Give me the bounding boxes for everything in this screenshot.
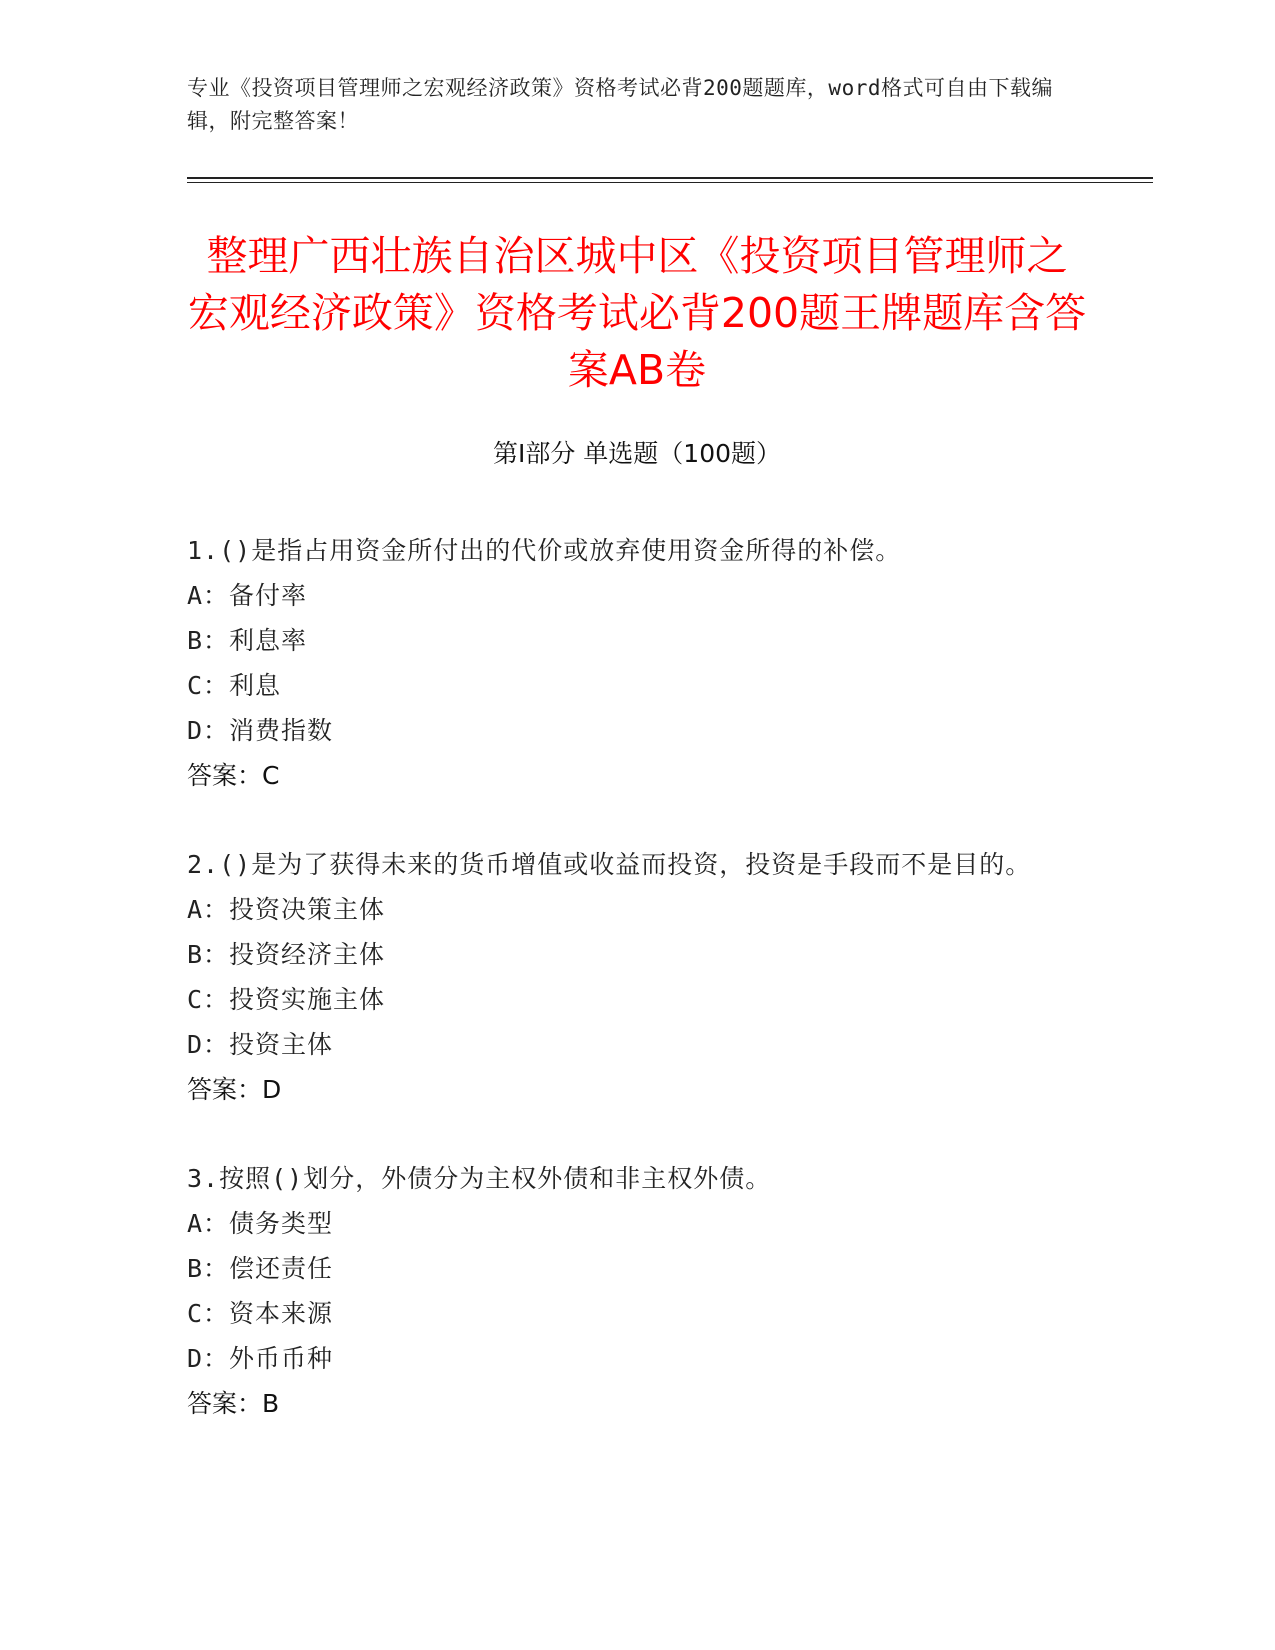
- section-title: 第Ⅰ部分 单选题（100题）: [492, 439, 782, 468]
- option-a: A：备付率: [187, 581, 308, 610]
- option-d: D：投资主体: [187, 1030, 334, 1059]
- option-c: C：投资实施主体: [187, 985, 386, 1014]
- header-note: 专业《投资项目管理师之宏观经济政策》资格考试必背200题题库，word格式可自由下载编辑，附完整答案！: [187, 76, 1053, 133]
- header-rule-thick: [187, 177, 1153, 179]
- question-3: [187, 1156, 1067, 1426]
- answer: 答案：C: [187, 761, 280, 790]
- question-stem: 2.()是为了获得未来的货币增值或收益而投资，投资是手段而不是目的。: [187, 850, 1032, 879]
- option-a: A：债务类型: [187, 1209, 334, 1238]
- option-d: D：外币币种: [187, 1344, 334, 1373]
- document-title: 整理广西壮族自治区城中区《投资项目管理师之宏观经济政策》资格考试必背200题王牌题库含答案AB卷: [187, 232, 1087, 394]
- option-a: A：投资决策主体: [187, 895, 386, 924]
- question-stem: 1.()是指占用资金所付出的代价或放弃使用资金所得的补偿。: [187, 536, 902, 565]
- option-b: B：偿还责任: [187, 1254, 334, 1283]
- option-b: B：利息率: [187, 626, 308, 655]
- question-stem: 3.按照()划分，外债分为主权外债和非主权外债。: [187, 1164, 772, 1193]
- answer: 答案：B: [187, 1389, 280, 1418]
- question-1: [187, 528, 1067, 798]
- question-list: [187, 528, 1067, 1470]
- header-rule-thin: [187, 182, 1153, 183]
- question-2: [187, 842, 1067, 1112]
- option-c: C：资本来源: [187, 1299, 334, 1328]
- answer: 答案：D: [187, 1075, 282, 1104]
- option-d: D：消费指数: [187, 716, 334, 745]
- option-c: C：利息: [187, 671, 282, 700]
- option-b: B：投资经济主体: [187, 940, 386, 969]
